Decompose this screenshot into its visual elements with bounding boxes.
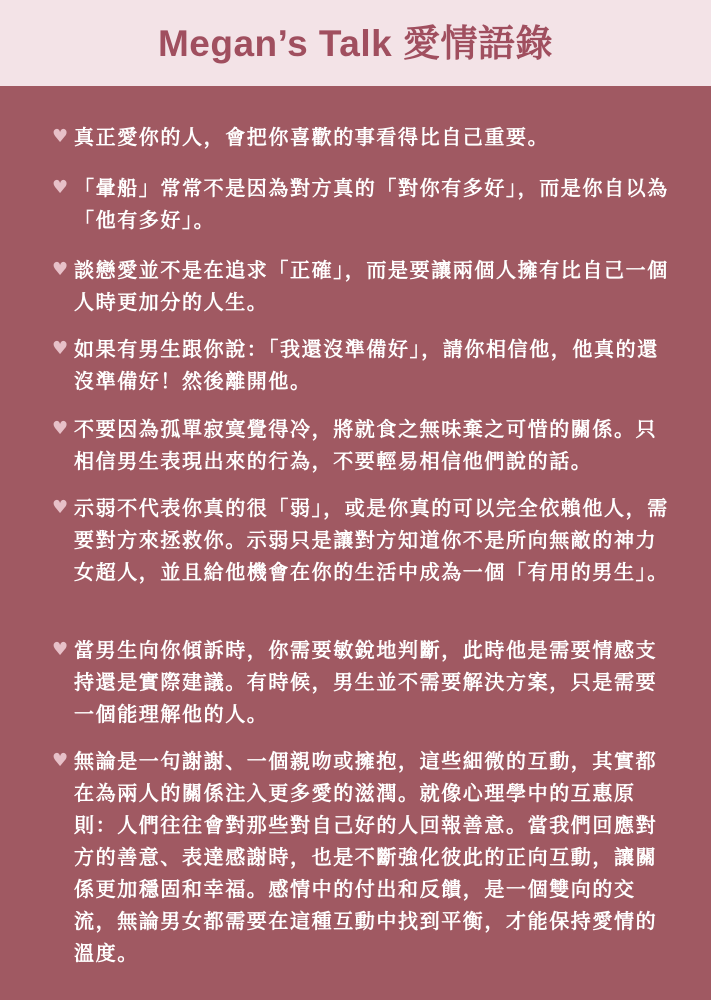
heart-icon: ♥ [52,259,69,280]
quote-item-4 [52,333,672,397]
quote-area [0,86,711,1000]
quote-text: 「暈船」常常不是因為對方真的「對你有多好」，而是你自以為「他有多好」。 [74,176,669,232]
heart-icon: ♥ [52,126,69,147]
quote-text: 當男生向你傾訴時，你需要敏銳地判斷，此時他是需要情感支持還是實際建議。有時候，男生並不需要解決方案，只是需要一個能理解他的人。 [74,638,658,726]
heart-icon: ♥ [52,177,69,198]
heart-icon: ♥ [52,418,69,439]
quote-text: 不要因為孤單寂寞覺得冷，將就食之無味棄之可惜的關係。只相信男生表現出來的行為，不要輕易相信他們說的話。 [74,417,658,473]
heart-icon: ♥ [52,497,69,518]
quote-item-2 [52,172,672,236]
quote-item-8 [52,745,672,969]
quote-text: 示弱不代表你真的很「弱」，或是你真的可以完全依賴他人，需要對方來拯救你。示弱只是讓對方知道你不是所向無敵的神力女超人，並且給他機會在你的生活中成為一個「有用的男生」。 [74,496,669,584]
heart-icon: ♥ [52,338,69,359]
quote-item-3 [52,254,672,318]
quote-item-6 [52,492,672,588]
quote-item-7 [52,634,672,730]
quote-item-5 [52,413,672,477]
heart-icon: ♥ [52,639,69,660]
quote-text: 無論是一句謝謝、一個親吻或擁抱，這些細微的互動，其實都在為兩人的關係注入更多愛的滋潤。就像心理學中的互惠原則：人們往往會對那些對自己好的人回報善意。當我們回應對方的善意、表達感謝時，也是不斷強化彼此的正向互動，讓關係更加穩固和幸福。感情中的付出和反饋，是一個雙向的交流，無論男女都需要在這種互動中找到平衡，才能保持愛情的溫度。 [74,749,658,965]
quote-text: 真正愛你的人，會把你喜歡的事看得比自己重要。 [74,125,550,149]
heart-icon: ♥ [52,750,69,771]
quote-text: 談戀愛並不是在追求「正確」，而是要讓兩個人擁有比自己一個人時更加分的人生。 [74,258,669,314]
header-band [0,0,711,86]
quote-text: 如果有男生跟你說：「我還沒準備好」，請你相信他，他真的還沒準備好！然後離開他。 [74,337,659,393]
quote-item-1 [52,121,672,153]
page-title: Megan’s Talk 愛情語錄 [157,22,553,64]
